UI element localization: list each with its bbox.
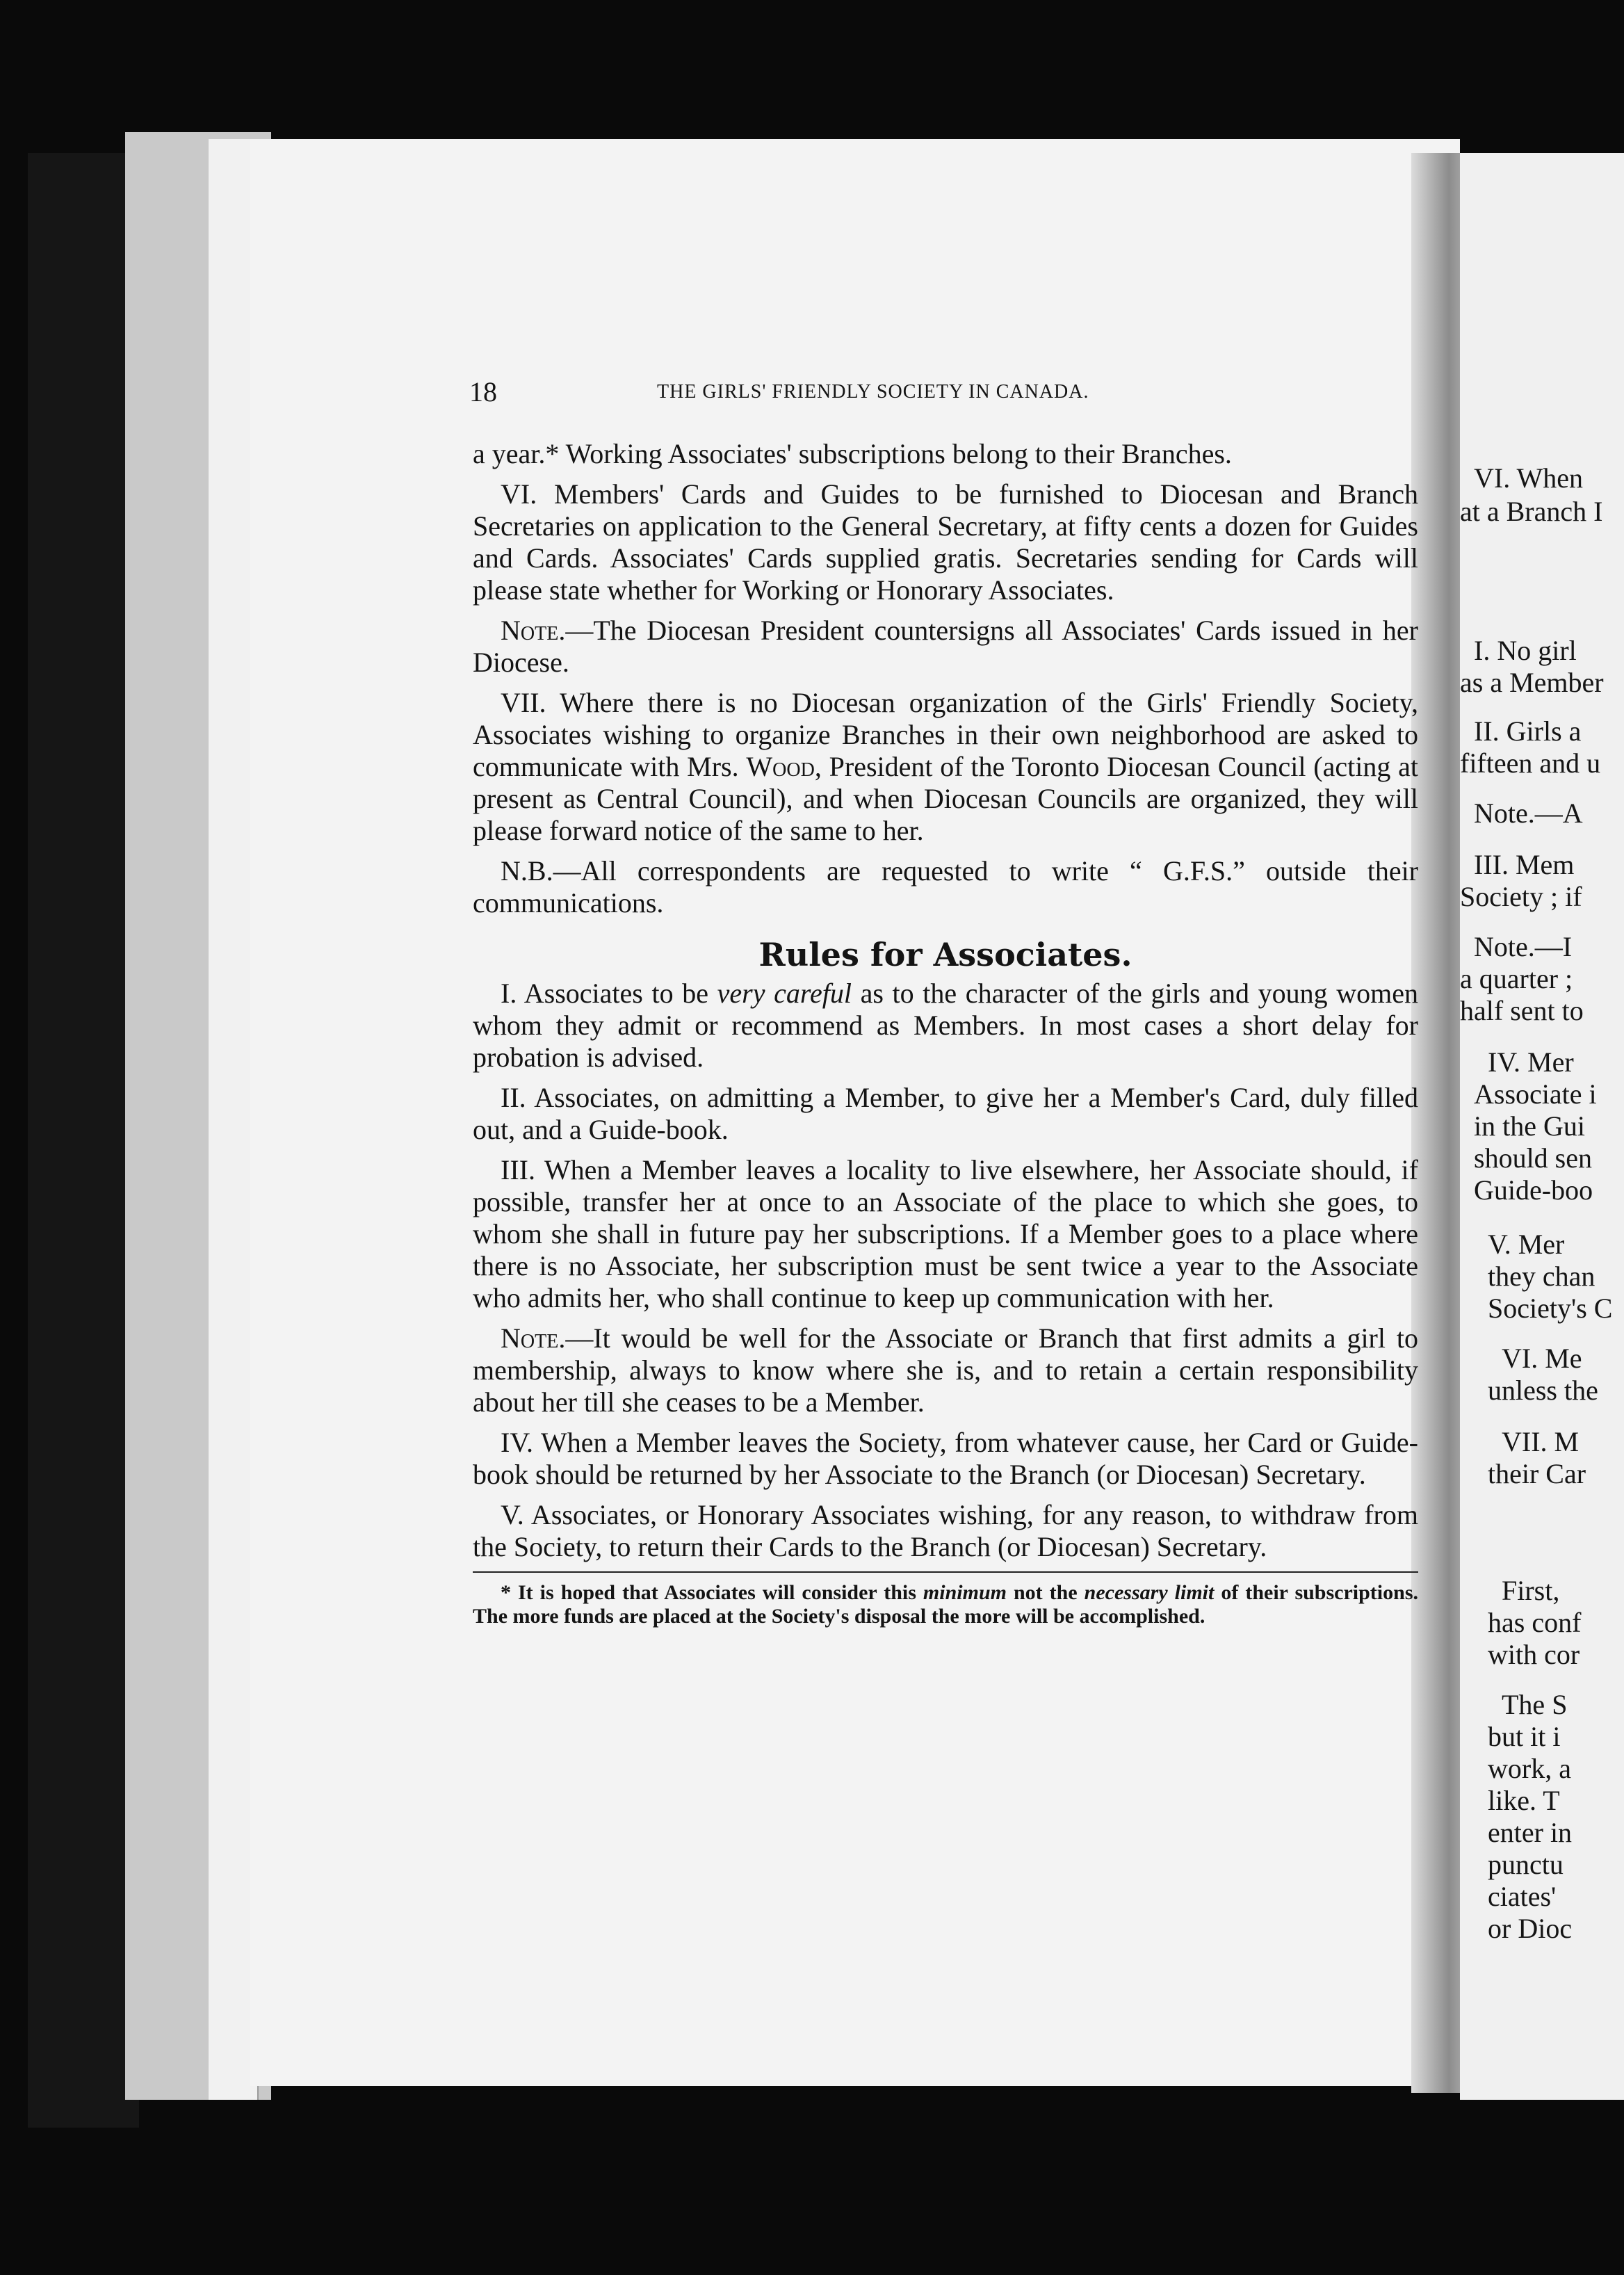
footnote-text: * It is hoped that Associates will consider this [501,1581,923,1604]
right-page-line: ciates' [1488,1881,1557,1912]
right-page-line: Associate i [1474,1078,1597,1110]
right-page-line: should sen [1474,1142,1592,1174]
paragraph: VI. Members' Cards and Guides to be furnished to Diocesan and Branch Secretaries on application to the General Secretary, at fifty cents a dozen for Guides and Cards. Associates' Cards supplied gratis. Secretaries sending for Cards will please state whether for Working or Honorary Associates. [473,478,1418,606]
right-page-line: IV. Mer [1488,1046,1574,1078]
paragraph: a year.* Working Associates' subscriptions belong to their Branches. [473,438,1232,469]
right-page-line: they chan [1488,1261,1595,1292]
right-page-line: their Car [1488,1458,1586,1489]
right-page-line: I. No girl [1474,635,1577,666]
nb-note: N.B.—All correspondents are requested to write “ G.F.S.” outside their communications. [473,855,1418,918]
note-label: Note. [501,615,566,646]
note-text: —It would be well for the Associate or Branch that first admits a girl to membership, always to know where she is, and to retain a certain responsibility about her till she ceases to be a Member. [473,1322,1418,1418]
right-page-line: V. Mer [1488,1229,1565,1260]
section-heading: Rules for Associates. [758,936,1132,973]
note [473,1322,1418,1418]
right-page-line: Society ; if [1460,881,1582,912]
paragraph-text: VII. Where there is no Diocesan organization of the Girls' Friendly Society, Associates wishing to organize Branches in their own neighborhood are asked to communicate with Mrs. [473,687,1418,782]
person-name: Wood [746,751,815,782]
right-page-line: a quarter ; [1460,963,1573,994]
right-page-line: half sent to [1460,995,1584,1026]
running-head: THE GIRLS' FRIENDLY SOCIETY IN CANADA. [657,381,1089,403]
paragraph [473,687,1418,847]
page-body [473,438,1418,1637]
right-page-line: at a Branch I [1460,496,1603,527]
right-page-line: VII. M [1502,1426,1580,1457]
right-page-line: but it i [1488,1721,1561,1752]
right-page-line: fifteen and u [1460,747,1601,779]
scan-background [28,153,139,2128]
right-page-line: Note.—I [1474,931,1573,962]
right-page-line: III. Mem [1474,849,1575,880]
footnote [473,1581,1418,1628]
note-label: Note. [501,1322,566,1354]
right-page-line: like. T [1488,1785,1560,1816]
emphasis: very careful [717,978,852,1009]
page-number: 18 [469,376,497,407]
right-page-line: has conf [1488,1607,1582,1638]
rule-item: IV. When a Member leaves the Society, from whatever cause, her Card or Guide-book should be returned by her Associate to the Branch (or Diocesan) Secretary. [473,1427,1418,1490]
paragraph-text: , President of the Toronto Diocesan Council (acting at present as Central Council), and when Diocesan Councils are organized, they will please forward notice of the same to her. [473,751,1418,846]
right-page-line: Guide-boo [1474,1174,1593,1206]
right-page-line: The S [1502,1689,1568,1720]
footnote-text: of their subscriptions. The more funds are placed at the Society's disposal the more will be accomplished. [473,1581,1418,1628]
note [473,615,1418,679]
rule-text: as to the character of the girls and young women whom they admit or recommend as Members. In most cases a short delay for probation is advised. [473,978,1418,1073]
right-page-line: II. Girls a [1474,715,1582,747]
rule-item: V. Associates, or Honorary Associates wishing, for any reason, to withdraw from the Society, to return their Cards to the Branch (or Diocesan) Secretary. [473,1499,1418,1562]
emphasis: necessary limit [1084,1581,1215,1604]
emphasis: minimum [923,1581,1007,1604]
page-header [469,375,1415,409]
rule-item: II. Associates, on admitting a Member, to give her a Member's Card, duly filled out, and a Guide-book. [473,1082,1418,1145]
right-page-line: unless the [1488,1375,1598,1406]
right-page-line: enter in [1488,1817,1573,1848]
right-page-line: VI. When [1474,462,1583,494]
right-page-line: in the Gui [1474,1110,1585,1142]
right-page-line: punctu [1488,1849,1564,1880]
right-page-line: work, a [1488,1753,1571,1784]
footnote-text: not the [1006,1581,1085,1604]
footnote-divider [473,1571,1418,1573]
rule-item: III. When a Member leaves a locality to live elsewhere, her Associate should, if possible, transfer her at once to an Associate of the place to which she goes, to whom she shall in future pay her subscriptions. If a Member goes to a place where there is no Associate, her subscription must be sent twice a year to the Associate who admits her, who shall continue to keep up communication with her. [473,1154,1418,1313]
right-page-line: Note.—A [1474,798,1583,829]
right-page-line: with cor [1488,1639,1580,1670]
right-page-line: VI. Me [1502,1343,1582,1374]
right-page-line: Society's C [1488,1293,1613,1324]
rule-text: I. Associates to be [501,978,717,1009]
note-text: —The Diocesan President countersigns all Associates' Cards issued in her Diocese. [473,615,1418,678]
right-page-line: or Dioc [1488,1913,1573,1944]
rule-item [473,978,1418,1074]
right-page [1460,153,1624,2100]
right-page-line: as a Member [1460,667,1604,698]
right-page-line: First, [1502,1575,1560,1606]
